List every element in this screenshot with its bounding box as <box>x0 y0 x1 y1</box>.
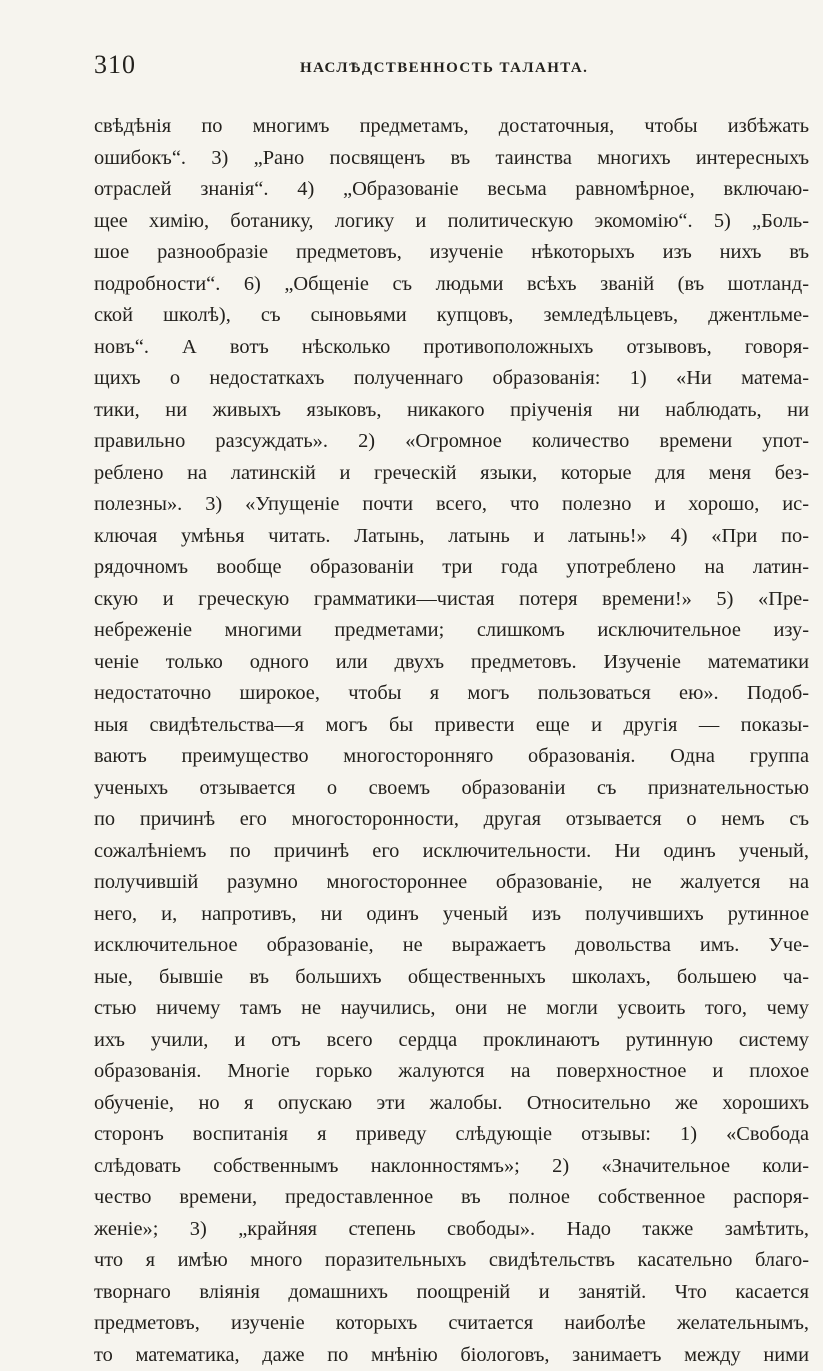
text-line: получившій разумно многостороннее образованіе, не жалуется на <box>94 867 809 899</box>
text-line: реблено на латинскій и греческій языки, которые для меня без- <box>94 458 809 490</box>
text-line: новъ“. А вотъ нѣсколько противоположныхъ отзывовъ, говоря- <box>94 332 809 364</box>
text-line: стью ничему тамъ не научились, они не могли усвоить того, чему <box>94 993 809 1025</box>
text-line: предметовъ, изученіе которыхъ считается наиболѣе желательнымъ, <box>94 1308 809 1340</box>
text-line: сторонъ воспитанія я приведу слѣдующіе отзывы: 1) «Свобода <box>94 1119 809 1151</box>
text-line: тики, ни живыхъ языковъ, никакого пріученія ни наблюдать, ни <box>94 395 809 427</box>
text-line: ключая умѣнья читать. Латынь, латынь и латынь!» 4) «При по- <box>94 521 809 553</box>
text-line: ченіе только одного или двухъ предметовъ. Изученіе математики <box>94 647 809 679</box>
text-line: ской школѣ), съ сыновьями купцовъ, земледѣльцевъ, джентльме- <box>94 300 809 332</box>
text-line: то математика, даже по мнѣнію біологовъ, занимаетъ между ними <box>94 1340 809 1371</box>
text-line: исключительное образованіе, не выражаетъ довольства имъ. Уче- <box>94 930 809 962</box>
text-line: шое разнообразіе предметовъ, изученіе нѣкоторыхъ изъ нихъ въ <box>94 237 809 269</box>
text-line: ученыхъ отзывается о своемъ образованіи съ признательностью <box>94 773 809 805</box>
running-head: НАСЛѢДСТВЕННОСТЬ ТАЛАНТА. <box>300 60 588 77</box>
text-line: обученіе, но я опускаю эти жалобы. Относительно же хорошихъ <box>94 1088 809 1120</box>
text-line: отраслей знанія“. 4) „Образованіе весьма равномѣрное, включаю- <box>94 174 809 206</box>
text-line: щее химію, ботанику, логику и политическую экомомію“. 5) „Боль- <box>94 206 809 238</box>
text-line: щихъ о недостаткахъ полученнаго образованія: 1) «Ни матема- <box>94 363 809 395</box>
text-line: свѣдѣнія по многимъ предметамъ, достаточныя, чтобы избѣжать <box>94 111 809 143</box>
text-line: ные, бывшіе въ большихъ общественныхъ школахъ, большею ча- <box>94 962 809 994</box>
text-line: полезны». 3) «Упущеніе почти всего, что полезно и хорошо, ис- <box>94 489 809 521</box>
text-line: подробности“. 6) „Общеніе съ людьми всѣхъ званій (въ шотланд- <box>94 269 809 301</box>
page-number: 310 <box>94 50 136 80</box>
text-line: него, и, напротивъ, ни одинъ ученый изъ получившихъ рутинное <box>94 899 809 931</box>
text-line: недостаточно широкое, чтобы я могъ пользоваться ею». Подоб- <box>94 678 809 710</box>
text-line: слѣдовать собственнымъ наклонностямъ»; 2) «Значительное коли- <box>94 1151 809 1183</box>
text-line: ваютъ преимущество многосторонняго образованія. Одна группа <box>94 741 809 773</box>
text-line: творнаго вліянія домашнихъ поощреній и занятій. Что касается <box>94 1277 809 1309</box>
text-line: женіе»; 3) „крайняя степень свободы». Надо также замѣтить, <box>94 1214 809 1246</box>
text-line: правильно разсуждать». 2) «Огромное количество времени упот- <box>94 426 809 458</box>
page-header <box>94 50 794 90</box>
text-line: образованія. Многіе горько жалуются на поверхностное и плохое <box>94 1056 809 1088</box>
text-line: рядочномъ вообще образованіи три года употреблено на латин- <box>94 552 809 584</box>
text-line: ошибокъ“. 3) „Рано посвященъ въ таинства многихъ интересныхъ <box>94 143 809 175</box>
text-line: чество времени, предоставленное въ полное собственное распоря- <box>94 1182 809 1214</box>
text-line: ихъ учили, и отъ всего сердца проклинаютъ рутинную систему <box>94 1025 809 1057</box>
body-text <box>94 111 809 1371</box>
text-line: скую и греческую грамматики—чистая потеря времени!» 5) «Пре- <box>94 584 809 616</box>
text-line: сожалѣніемъ по причинѣ его исключительности. Ни одинъ ученый, <box>94 836 809 868</box>
text-line: по причинѣ его многосторонности, другая отзывается о немъ съ <box>94 804 809 836</box>
text-line: небреженіе многими предметами; слишкомъ исключительное изу- <box>94 615 809 647</box>
text-line: что я имѣю много поразительныхъ свидѣтельствъ касательно благо- <box>94 1245 809 1277</box>
text-line: ныя свидѣтельства—я могъ бы привести еще и другія — показы- <box>94 710 809 742</box>
